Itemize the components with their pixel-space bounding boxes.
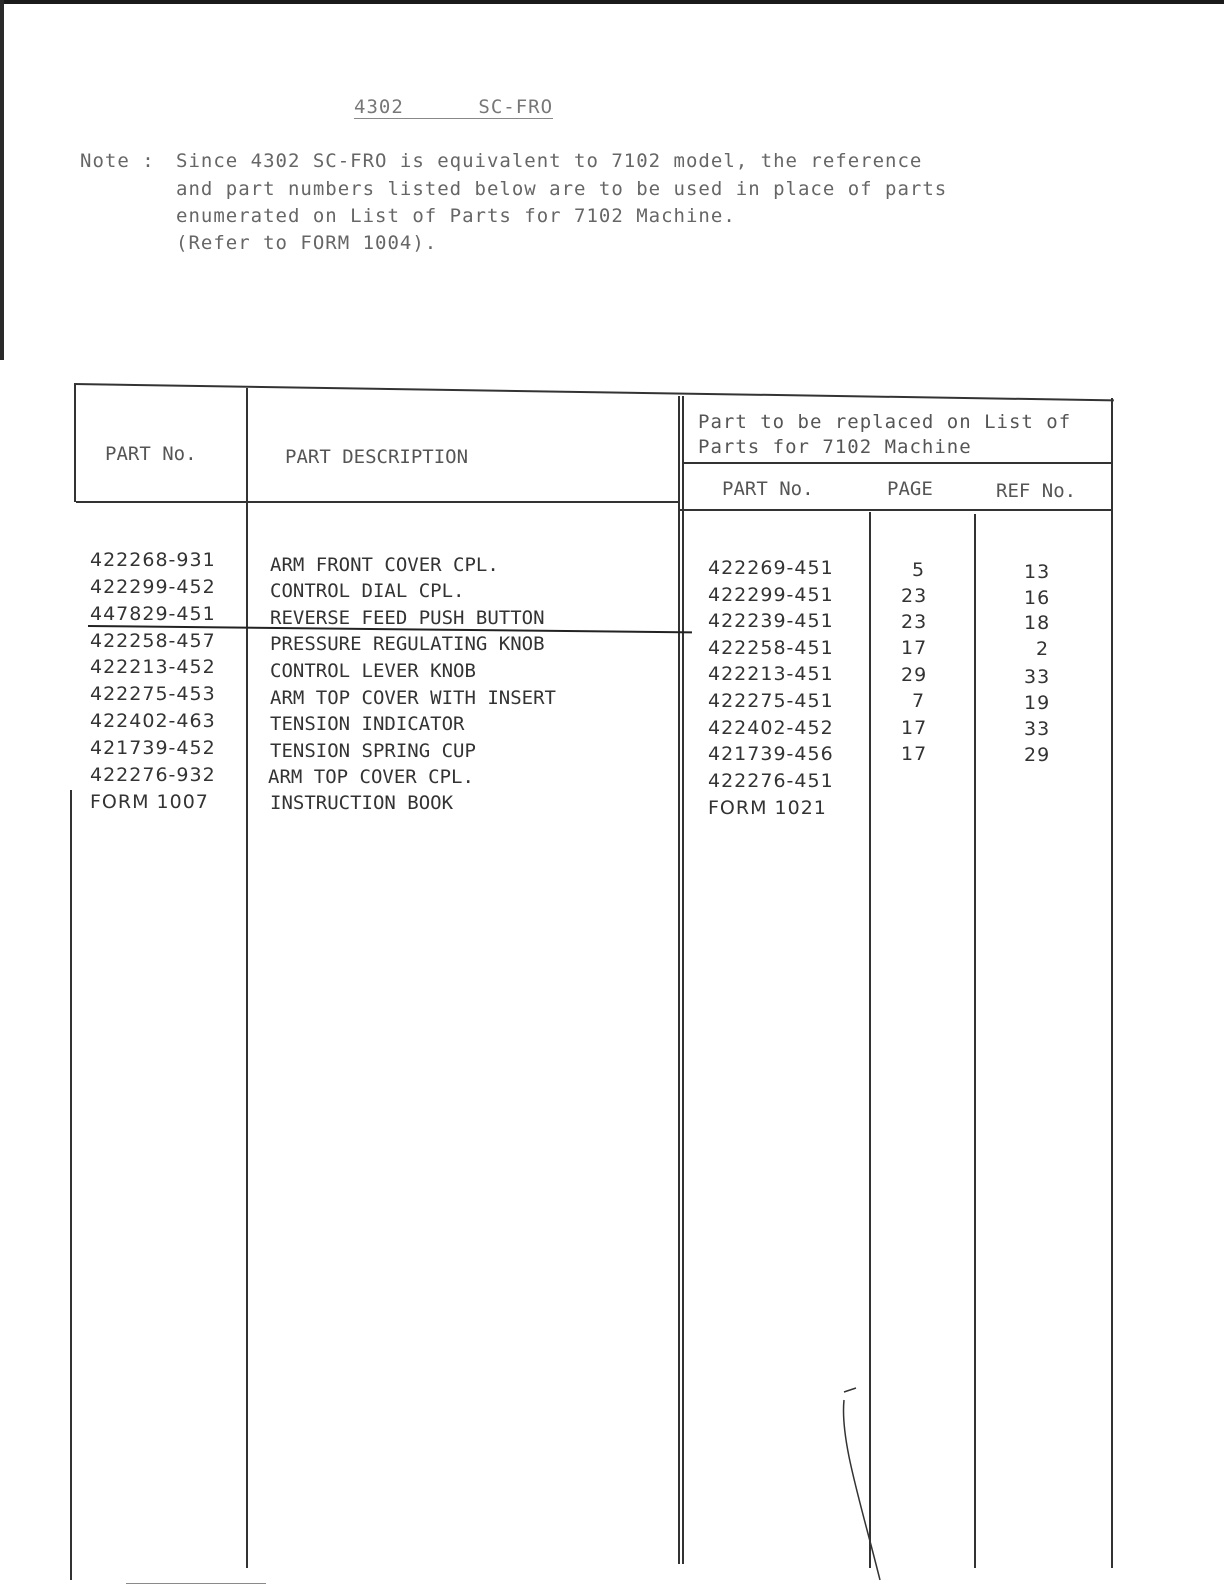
cell-description: REVERSE FEED PUSH BUTTON xyxy=(270,607,545,629)
cell-page: 29 xyxy=(901,664,928,686)
cell-ref-no: 2 xyxy=(1036,638,1050,660)
cell-part-no: FORM 1007 xyxy=(90,791,209,813)
cell-ref-no: 33 xyxy=(1024,666,1051,688)
cell-page: 5 xyxy=(912,559,926,581)
header-part-description: PART DESCRIPTION xyxy=(285,446,469,468)
header-ref-no: REF No. xyxy=(996,480,1077,502)
note-line: Since 4302 SC-FRO is equivalent to 7102 model, the reference xyxy=(176,150,923,172)
cell-part-no: 422213-452 xyxy=(90,656,216,678)
header-replaced-group-line2: Parts for 7102 Machine xyxy=(698,436,972,458)
cell-ref-no: 29 xyxy=(1024,744,1051,766)
cell-ref-no: 33 xyxy=(1024,718,1051,740)
cell-description: CONTROL LEVER KNOB xyxy=(270,660,476,682)
cell-page: 23 xyxy=(901,585,928,607)
group-header-divider xyxy=(682,462,1112,464)
column-divider-page xyxy=(974,514,976,1568)
cell-description: CONTROL DIAL CPL. xyxy=(270,580,465,602)
cell-replaced-part-no: 422402-452 xyxy=(708,717,834,739)
cell-part-no: 422276-932 xyxy=(90,764,216,786)
cell-page: 17 xyxy=(901,743,928,765)
cell-replaced-part-no: 421739-456 xyxy=(708,743,834,765)
cell-page: 17 xyxy=(901,717,928,739)
cell-part-no: 421739-452 xyxy=(90,737,216,759)
header-part-no: PART No. xyxy=(105,443,197,465)
title-model: 4302 xyxy=(354,96,404,118)
cell-description: ARM TOP COVER WITH INSERT xyxy=(270,687,556,709)
column-divider-description xyxy=(678,396,680,1564)
cell-ref-no: 16 xyxy=(1024,587,1051,609)
cell-description: PRESSURE REGULATING KNOB xyxy=(270,633,545,655)
cell-description: TENSION INDICATOR xyxy=(270,713,465,735)
table-right-border xyxy=(1111,398,1113,1568)
cell-part-no: 422402-463 xyxy=(90,710,216,732)
header-bottom-border xyxy=(76,501,680,503)
cell-part-no: 422268-931 xyxy=(90,549,216,571)
scan-left-edge xyxy=(0,0,4,360)
note-line: (Refer to FORM 1004). xyxy=(176,232,438,254)
pen-mark xyxy=(830,1380,890,1584)
cell-replaced-part-no: 422239-451 xyxy=(708,610,834,632)
header-bottom-border-right xyxy=(680,509,1112,511)
cell-ref-no: 18 xyxy=(1024,612,1051,634)
cell-page: 17 xyxy=(901,637,928,659)
cell-ref-no: 19 xyxy=(1024,692,1051,714)
note-line: and part numbers listed below are to be used in place of parts xyxy=(176,178,948,200)
cell-replaced-part-no: 422258-451 xyxy=(708,637,834,659)
cell-replaced-part-no: 422276-451 xyxy=(708,770,834,792)
column-divider-part-no xyxy=(246,388,248,1568)
cell-replaced-part-no: 422299-451 xyxy=(708,584,834,606)
note-line: enumerated on List of Parts for 7102 Machine. xyxy=(176,205,736,227)
cell-replaced-part-no: FORM 1021 xyxy=(708,797,827,819)
cell-description: ARM TOP COVER CPL. xyxy=(268,766,474,788)
cell-description: INSTRUCTION BOOK xyxy=(270,792,454,814)
cell-part-no: 422258-457 xyxy=(90,630,216,652)
cell-description: ARM FRONT COVER CPL. xyxy=(270,554,499,576)
cell-part-no: 422275-453 xyxy=(90,683,216,705)
table-left-border-lower xyxy=(70,790,72,1580)
cell-replaced-part-no: 422213-451 xyxy=(708,663,834,685)
cell-page: 7 xyxy=(912,690,926,712)
document-title xyxy=(354,96,553,119)
header-replaced-group-line1: Part to be replaced on List of xyxy=(698,411,1072,433)
header-replaced-part-no: PART No. xyxy=(722,478,814,500)
cell-part-no: 447829-451 xyxy=(90,603,216,625)
cell-part-no: 422299-452 xyxy=(90,576,216,598)
column-divider-description-double xyxy=(682,396,684,1564)
cell-description: TENSION SPRING CUP xyxy=(270,740,476,762)
title-suffix: SC-FRO xyxy=(478,96,554,118)
note-label: Note : xyxy=(80,150,155,172)
header-page: PAGE xyxy=(887,478,933,500)
table-top-border xyxy=(74,383,1114,401)
cell-replaced-part-no: 422269-451 xyxy=(708,557,834,579)
scan-top-edge xyxy=(0,0,1224,4)
cell-replaced-part-no: 422275-451 xyxy=(708,690,834,712)
cell-page: 23 xyxy=(901,611,928,633)
table-left-border xyxy=(74,384,76,502)
cell-ref-no: 13 xyxy=(1024,561,1051,583)
